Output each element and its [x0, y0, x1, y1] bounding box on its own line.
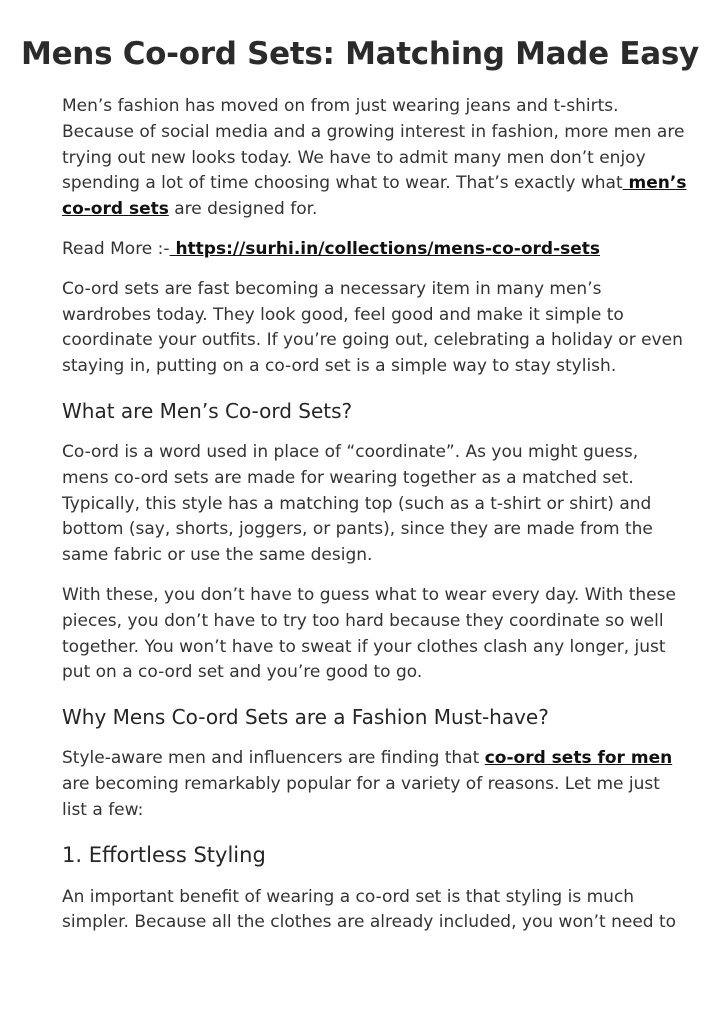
why-text-end: are becoming remarkably popular for a variety of reasons. Let me just list a few: — [62, 773, 660, 820]
why-text: Style-aware men and influencers are finding that — [62, 748, 485, 769]
read-more-paragraph — [62, 237, 688, 263]
what-are-paragraph-2: With these, you don’t have to guess what to wear every day. With these pieces, you don’t have to try too hard because they coordinate so well together. You won’t have to sweat if your clothes clash any longer, just put on a co-ord set and you’re good to go. — [62, 584, 676, 683]
page-title: Mens Co-ord Sets: Matching Made Easy — [21, 36, 699, 72]
fast-becoming-paragraph: Co-ord sets are fast becoming a necessary item in many men’s wardrobes today. They look good, feel good and make it simple to coordinate your outfits. If you’re going out, celebrating a holiday or even staying in, putting on a co-ord set is a simple way to stay stylish. — [62, 278, 683, 377]
heading-what-are: What are Men’s Co-ord Sets? — [62, 398, 353, 423]
intro-text-end: are designed for. — [168, 199, 318, 220]
intro-text: Men’s fashion has moved on from just wearing jeans and t-shirts. Because of social media and a growing interest in fashion, more men are trying out new looks today. We have to admit many men don’t enjoy spending a lot of time choosing what to wear. That’s exactly what — [62, 96, 685, 194]
heading-effortless-styling: 1. Effortless Styling — [62, 842, 266, 867]
intro-paragraph — [62, 94, 688, 223]
effortless-paragraph: An important benefit of wearing a co-ord set is that styling is much simpler. Because all the clothes are already included, you won’t need to — [62, 886, 677, 933]
why-paragraph — [62, 746, 688, 823]
what-are-paragraph-1: Co-ord is a word used in place of “coordinate”. As you might guess, mens co-ord sets are made for wearing together as a matched set. Typically, this style has a matching top (such as a t-shirt or shirt) and bottom (say, shorts, joggers, or pants), since they are made from the same fabric or use the same design. — [62, 441, 653, 566]
read-more-label: Read More :- — [62, 238, 170, 259]
read-more-link[interactable]: https://surhi.in/collections/mens-co-ord-sets — [169, 238, 601, 259]
mens-co-ord-sets-link[interactable]: men’s co-ord sets — [62, 173, 687, 220]
heading-why: Why Mens Co-ord Sets are a Fashion Must-have? — [62, 705, 549, 730]
article-body — [62, 94, 688, 950]
co-ord-sets-for-men-link[interactable]: co-ord sets for men — [484, 748, 673, 769]
